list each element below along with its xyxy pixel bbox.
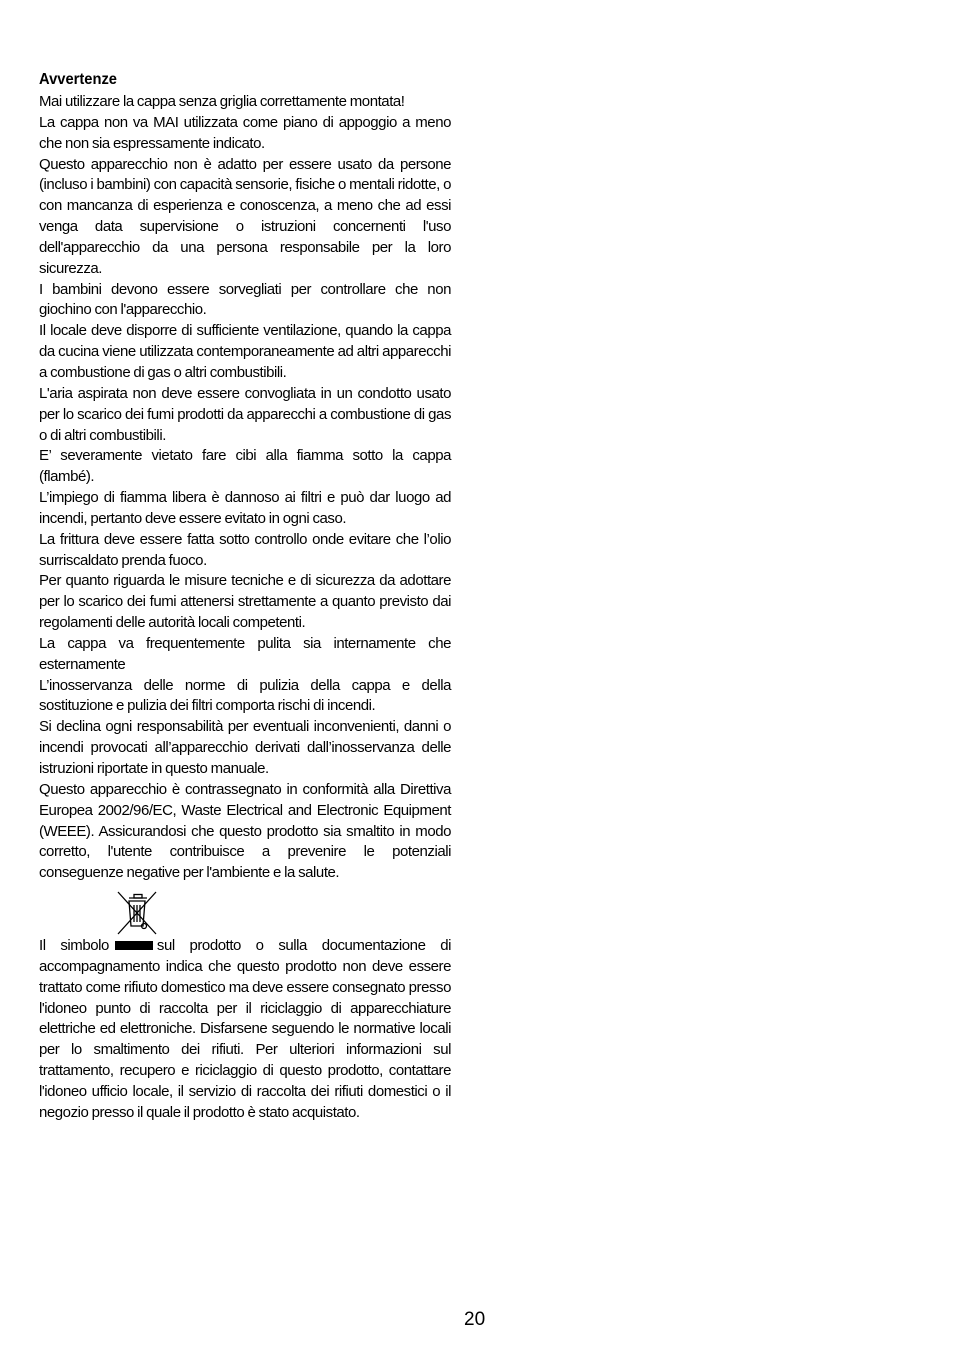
warning-paragraph: I bambini devono essere sorvegliati per controllare che non giochino con l'apparecchio.: [39, 280, 451, 319]
bar-symbol-icon: [115, 941, 153, 950]
warning-paragraph: L’inosservanza delle norme di pulizia della cappa e della sostituzione e pulizia dei filtri comporta rischi di incendi.: [39, 676, 451, 715]
warning-paragraph: La cappa va frequentemente pulita sia internamente che esternamente: [39, 634, 451, 673]
weee-disposal-block: [39, 890, 451, 1124]
warning-paragraph: La frittura deve essere fatta sotto controllo onde evitare che l’olio surriscaldato prenda fuoco.: [39, 530, 451, 569]
warning-paragraph: E’ severamente vietato fare cibi alla fiamma sotto la cappa (flambé).: [39, 447, 451, 486]
weee-text-before: Il simbolo: [39, 937, 109, 955]
warning-paragraph: Il locale deve disporre di sufficiente ventilazione, quando la cappa da cucina viene utilizzata contemporaneamente ad altri apparecchi a combustione di gas o altri combustibili.: [39, 322, 451, 381]
warning-paragraph: Questo apparecchio non è adatto per essere usato da persone (incluso i bambini) con capacità sensorie, fisiche o mentali ridotte, o con mancanza di esperienza e conoscenza, a meno che ad essi venga data supervisione o istruzioni concernenti l'uso dell'apparecchio da una persona responsabile per la loro sicurezza.: [39, 155, 451, 277]
weee-paragraph: [39, 890, 451, 1124]
warnings-section: [39, 70, 451, 1124]
warning-paragraph: La cappa non va MAI utilizzata come piano di appoggio a meno che non sia espressamente indicato.: [39, 113, 451, 152]
crossed-out-wheelie-bin-icon: [115, 890, 159, 936]
warning-paragraph: Per quanto riguarda le misure tecniche e di sicurezza da adottare per lo scarico dei fumi attenersi strettamente a quanto previsto dai regolamenti delle autorità locali competenti.: [39, 572, 451, 632]
page-number: 20: [464, 1309, 486, 1330]
warning-paragraph: L'aria aspirata non deve essere convogliata in un condotto usato per lo scarico dei fumi prodotti da apparecchi a combustione di gas o di altri combustibili.: [39, 384, 451, 444]
weee-text-after: sul prodotto o sulla documentazione di accompagnamento indica che questo prodotto non deve essere trattato come rifiuto domestico ma deve essere consegnato presso l'idoneo punto di raccolta per il riciclaggio di apparecchiature elettriche ed elettroniche. Disfarsene seguendo le normative locali per lo smaltimento dei rifiuti. Per ulteriori informazioni sul trattamento, recupero e riciclaggio di questo prodotto, contattare l'idoneo ufficio locale, il servizio di raccolta dei rifiuti domestici o il negozio presso il quale il prodotto è stato acquistato.: [39, 937, 451, 1121]
warning-paragraph: Si declina ogni responsabilità per eventuali inconvenienti, danni o incendi provocati all’apparecchio derivati dall’inosservanza delle istruzioni riportate in questo manuale.: [39, 718, 451, 777]
section-heading: Avvertenze: [39, 71, 117, 88]
warning-paragraph: Questo apparecchio è contrassegnato in conformità alla Direttiva Europea 2002/96/EC, Waste Electrical and Electronic Equipment (WEEE). Assicurandosi che questo prodotto sia smaltito in modo corretto, l'utente contribuisce a prevenire le potenziali conseguenze negative per l'ambiente e la salute.: [39, 780, 451, 882]
warning-paragraph: Mai utilizzare la cappa senza griglia correttamente montata!: [39, 93, 405, 110]
warning-paragraph: L’impiego di fiamma libera è dannoso ai filtri e può dar luogo ad incendi, pertanto deve essere evitato in ogni caso.: [39, 489, 451, 527]
